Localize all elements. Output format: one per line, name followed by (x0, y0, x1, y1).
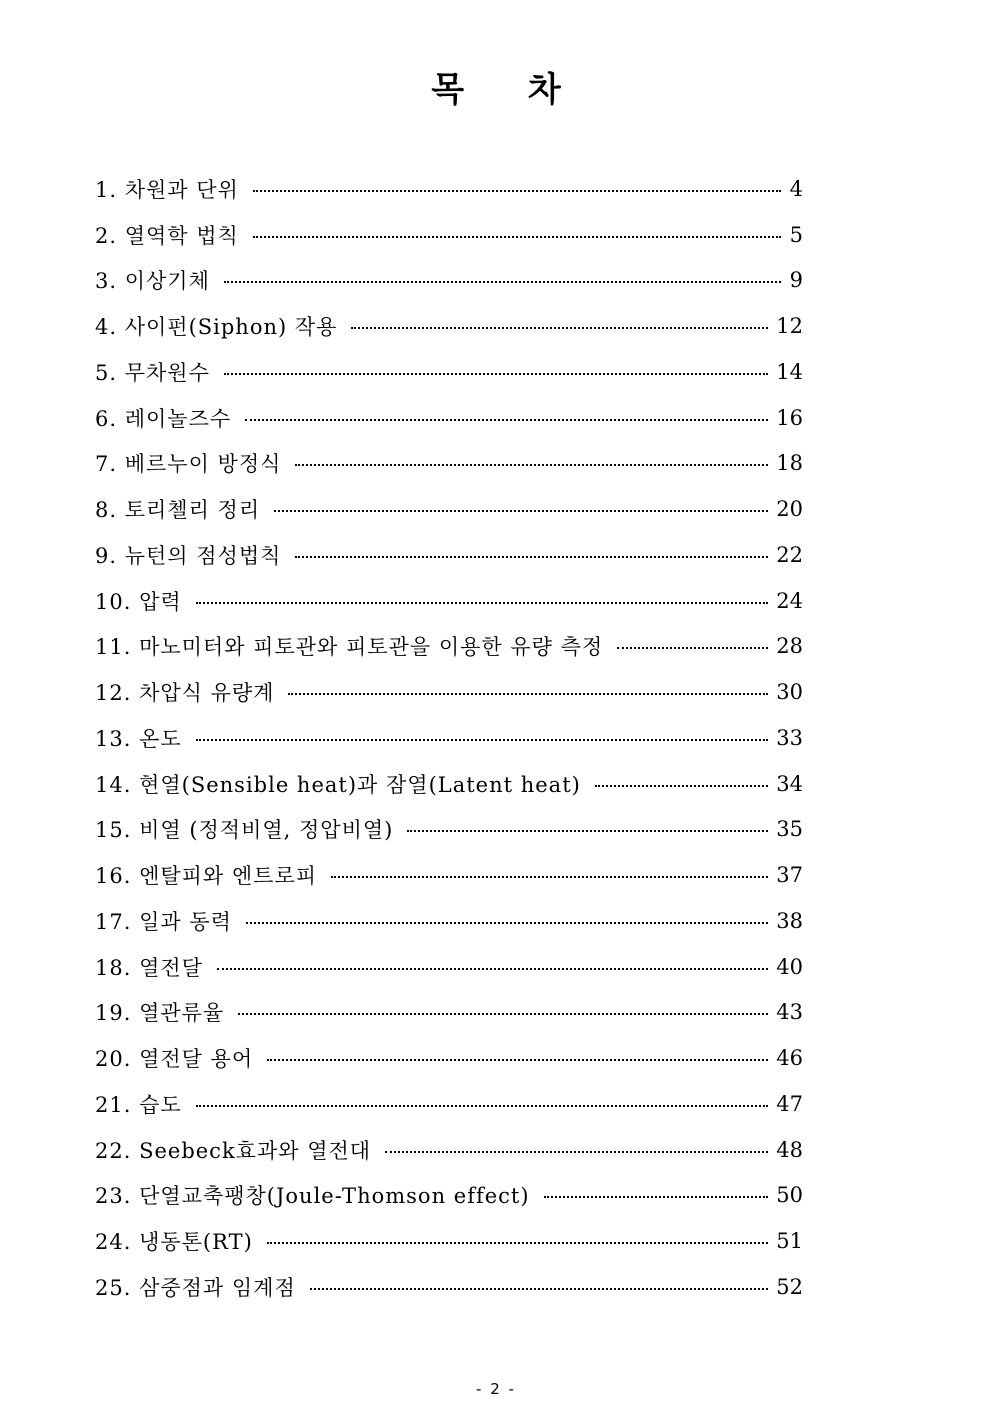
toc-entry-page-number: 38 (776, 908, 803, 933)
dot-leader (385, 1151, 768, 1153)
toc-entry-label: 1. 차원과 단위 (95, 177, 239, 202)
toc-entry[interactable] (95, 578, 803, 624)
dot-leader (274, 510, 768, 512)
toc-entry[interactable] (95, 990, 803, 1036)
toc-entry-page-number: 34 (776, 771, 803, 796)
toc-entry-label: 20. 열전달 용어 (95, 1047, 254, 1072)
dot-leader (224, 281, 781, 283)
toc-entry-page-number: 9 (789, 268, 803, 293)
toc-entry-label: 7. 베르누이 방정식 (95, 452, 282, 477)
toc-entry-page-number: 24 (776, 588, 803, 613)
toc-entry[interactable] (95, 669, 803, 715)
toc-entry[interactable] (95, 1173, 803, 1219)
toc-entry[interactable] (95, 1035, 803, 1081)
toc-entry[interactable] (95, 1264, 803, 1310)
page-title: 목 차 (431, 70, 587, 110)
toc-entry-label: 16. 엔탈피와 엔트로피 (95, 864, 318, 889)
dot-leader (544, 1196, 769, 1198)
toc-entry[interactable] (95, 852, 803, 898)
toc-entry-label: 21. 습도 (95, 1092, 182, 1117)
page-number: - 2 - (476, 1380, 516, 1398)
toc-entry-page-number: 4 (789, 176, 803, 201)
dot-leader (217, 968, 768, 970)
dot-leader (295, 556, 768, 558)
toc-entry-page-number: 48 (776, 1137, 803, 1162)
toc-entry-page-number: 20 (776, 497, 803, 522)
toc-entry[interactable] (95, 715, 803, 761)
toc-entry-label: 11. 마노미터와 피토관와 피토관을 이용한 유량 측정 (95, 635, 604, 660)
toc-entry-label: 9. 뉴턴의 점성법칙 (95, 543, 282, 568)
dot-leader (253, 190, 781, 192)
toc-entry-page-number: 30 (776, 680, 803, 705)
toc-entry-label: 18. 열전달 (95, 955, 203, 980)
toc-entry[interactable] (95, 349, 803, 395)
dot-leader (238, 1013, 768, 1015)
toc-entry-label: 17. 일과 동력 (95, 909, 232, 934)
toc-entry-label: 15. 비열 (정적비열, 정압비열) (95, 818, 394, 843)
dot-leader (310, 1288, 769, 1290)
dot-leader (196, 1105, 769, 1107)
dot-leader (595, 785, 768, 787)
dot-leader (295, 464, 768, 466)
toc-entry-label: 10. 압력 (95, 589, 182, 614)
toc-entry-page-number: 22 (776, 542, 803, 567)
toc-entry-label: 12. 차압식 유량계 (95, 681, 275, 706)
toc-entry[interactable] (95, 395, 803, 441)
toc-entry[interactable] (95, 761, 803, 807)
toc-entry-label: 22. Seebeck효과와 열전대 (95, 1138, 372, 1163)
dot-leader (246, 922, 768, 924)
dot-leader (407, 830, 768, 832)
toc-entry-label: 8. 토리첼리 정리 (95, 498, 261, 523)
toc-entry[interactable] (95, 1127, 803, 1173)
toc-entry-label: 13. 온도 (95, 726, 182, 751)
toc-entry-page-number: 37 (776, 863, 803, 888)
toc-entry-label: 19. 열관류율 (95, 1001, 225, 1026)
toc-entry-label: 6. 레이놀즈수 (95, 406, 232, 431)
dot-leader (351, 327, 768, 329)
toc-entry[interactable] (95, 212, 803, 258)
toc-entry[interactable] (95, 1218, 803, 1264)
toc-entry-label: 14. 현열(Sensible heat)과 잠열(Latent heat) (95, 772, 581, 797)
toc-entry-page-number: 5 (789, 222, 803, 247)
dot-leader (331, 876, 768, 878)
toc-entry-label: 5. 무차원수 (95, 360, 210, 385)
toc-entry-page-number: 51 (776, 1229, 803, 1254)
toc-entry-page-number: 43 (776, 1000, 803, 1025)
toc-entry-label: 3. 이상기체 (95, 269, 210, 294)
toc-entry-page-number: 46 (776, 1046, 803, 1071)
toc-entry-page-number: 14 (776, 359, 803, 384)
toc-entry[interactable] (95, 1081, 803, 1127)
toc-entry-label: 2. 열역학 법칙 (95, 223, 239, 248)
toc-entry-page-number: 35 (776, 817, 803, 842)
toc-entry-label: 25. 삼중점과 임계점 (95, 1275, 296, 1300)
dot-leader (267, 1059, 768, 1061)
dot-leader (267, 1242, 769, 1244)
dot-leader (196, 602, 769, 604)
dot-leader (245, 419, 768, 421)
toc-entry[interactable] (95, 624, 803, 670)
table-of-contents (95, 166, 803, 1310)
toc-entry[interactable] (95, 303, 803, 349)
toc-entry[interactable] (95, 486, 803, 532)
toc-entry-page-number: 50 (776, 1183, 803, 1208)
toc-entry[interactable] (95, 898, 803, 944)
dot-leader (288, 693, 768, 695)
toc-entry[interactable] (95, 532, 803, 578)
toc-entry-page-number: 16 (776, 405, 803, 430)
toc-entry[interactable] (95, 441, 803, 487)
dot-leader (253, 236, 781, 238)
dot-leader (196, 739, 769, 741)
toc-entry-label: 4. 사이펀(Siphon) 작용 (95, 315, 338, 340)
toc-entry-page-number: 18 (776, 451, 803, 476)
toc-entry[interactable] (95, 944, 803, 990)
toc-entry-page-number: 12 (776, 314, 803, 339)
toc-entry-page-number: 47 (776, 1091, 803, 1116)
toc-entry-page-number: 28 (776, 634, 803, 659)
toc-entry[interactable] (95, 807, 803, 853)
toc-entry[interactable] (95, 166, 803, 212)
toc-entry[interactable] (95, 258, 803, 304)
dot-leader (224, 373, 768, 375)
toc-entry-label: 24. 냉동톤(RT) (95, 1230, 253, 1255)
toc-entry-label: 23. 단열교축팽창(Joule-Thomson effect) (95, 1184, 530, 1209)
dot-leader (617, 647, 768, 649)
toc-entry-page-number: 40 (776, 954, 803, 979)
toc-entry-page-number: 33 (776, 725, 803, 750)
toc-entry-page-number: 52 (776, 1274, 803, 1299)
